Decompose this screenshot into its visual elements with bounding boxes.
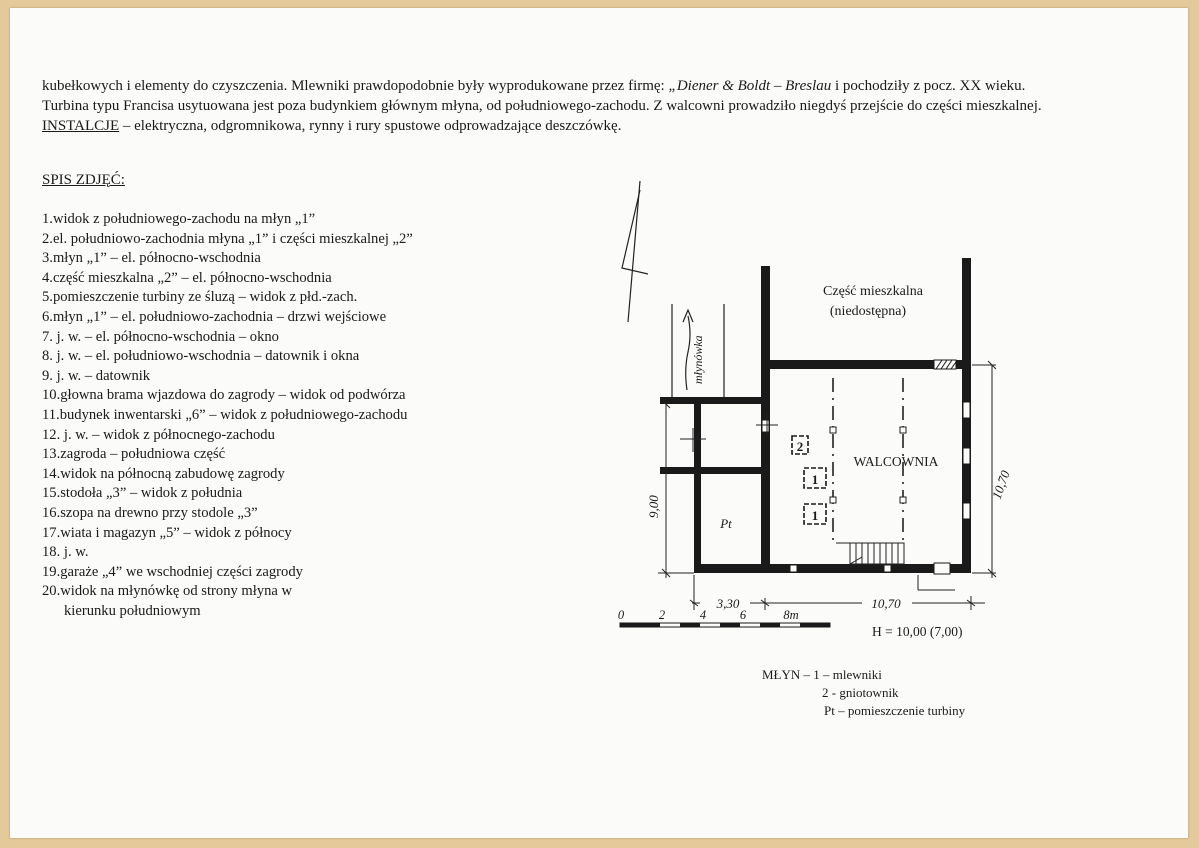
photo-list-item: 11.budynek inwentarski „6” – widok z południowego-zachodu bbox=[42, 406, 408, 423]
intro-line-3 bbox=[42, 116, 1162, 136]
millrace-label: młynówka bbox=[691, 335, 705, 384]
photo-list-item: 14.widok na północną zabudowę zagrody bbox=[42, 465, 285, 482]
installations-heading: INSTALCJE bbox=[42, 118, 120, 134]
turbine-room-label: Pt bbox=[720, 516, 732, 531]
floor-plan bbox=[600, 175, 1020, 655]
photo-list bbox=[42, 210, 413, 621]
photo-list-item: 3.młyn „1” – el. północno-wschodnia bbox=[42, 250, 261, 267]
photo-list-item: 20.widok na młynówkę od strony młyna w bbox=[42, 583, 293, 600]
photo-list-item: 2.el. południowo-zachodnia młyna „1” i części mieszkalnej „2” bbox=[42, 230, 413, 247]
manufacturer-name: „Diener & Boldt – Breslau bbox=[668, 78, 832, 94]
photo-list-title: SPIS ZDJĘĆ: bbox=[42, 172, 125, 188]
machine-1-label: 1 bbox=[811, 508, 819, 523]
dimension-height-right: 10,70 bbox=[988, 468, 1013, 502]
photo-list-item: 12. j. w. – widok z północnego-zachodu bbox=[42, 426, 275, 443]
photo-list-item: 8. j. w. – el. południowo-wschodnia – datownik i okna bbox=[42, 348, 360, 365]
photo-list-item: 19.garaże „4” we wschodniej części zagrody bbox=[42, 563, 303, 580]
photo-list-item-continuation: kierunku południowym bbox=[64, 602, 201, 619]
staircase bbox=[836, 543, 904, 564]
height-note: H = 10,00 (7,00) bbox=[872, 624, 963, 639]
scale-tick-label: 2 bbox=[658, 608, 666, 622]
scale-tick-label: 4 bbox=[699, 608, 707, 622]
machine-1-label: 1 bbox=[811, 472, 819, 487]
photo-list-item: 16.szopa na drewno przy stodole „3” bbox=[42, 504, 258, 521]
dimension-height-left: 9,00 bbox=[646, 495, 661, 518]
legend-line-1: MŁYN – 1 – mlewniki bbox=[762, 667, 882, 682]
photo-list-item: 15.stodoła „3” – widok z południa bbox=[42, 485, 243, 502]
installations-text: – elektryczna, odgromnikowa, rynny i rury spustowe odprowadzające deszczówkę. bbox=[119, 118, 622, 134]
plan-legend bbox=[762, 666, 965, 720]
intro-line-2: Turbina typu Francisa usytuowana jest poza budynkiem głównym młyna, od południowego-zachodu. Z walcowni prowadziło niegdyś przejście do części mieszkalnej. bbox=[42, 98, 1042, 114]
wall-openings bbox=[762, 402, 970, 574]
photo-list-item: 18. j. w. bbox=[42, 544, 89, 561]
building-walls bbox=[660, 258, 971, 573]
scale-tick-label: 6 bbox=[739, 608, 747, 622]
north-arrow-icon bbox=[622, 181, 648, 322]
machine-2-label: 2 bbox=[796, 439, 804, 454]
intro-text bbox=[42, 76, 1162, 136]
intro-line-1-end: i pochodziły z pocz. XX wieku. bbox=[831, 78, 1026, 94]
intro-line-1 bbox=[42, 76, 1162, 96]
scale-tick-label: 0 bbox=[617, 608, 625, 622]
photo-list-item: 10.głowna brama wjazdowa do zagrody – widok od podwórza bbox=[42, 387, 406, 404]
dimension-turbine-width: 3,30 bbox=[716, 596, 740, 611]
scale-bar bbox=[620, 623, 830, 627]
photo-list-item: 9. j. w. – datownik bbox=[42, 367, 151, 384]
photo-list-item: 6.młyn „1” – el. południowo-zachodnia – drzwi wejściowe bbox=[42, 308, 387, 325]
door-hatching bbox=[934, 360, 956, 369]
legend-line-2: 2 - gniotownik bbox=[822, 685, 899, 700]
photo-list-item: 4.część mieszkalna „2” – el. północno-wschodnia bbox=[42, 269, 332, 286]
scale-tick-label: 8m bbox=[783, 608, 799, 622]
photo-list-item: 5.pomieszczenie turbiny ze śluzą – widok z płd.-zach. bbox=[42, 289, 358, 306]
photo-list-item: 7. j. w. – el. północno-wschodnia – okno bbox=[42, 328, 279, 345]
photo-list-item: 1.widok z południowego-zachodu na młyn „1” bbox=[42, 211, 316, 227]
photo-list-item: 17.wiata i magazyn „5” – widok z północy bbox=[42, 524, 292, 541]
intro-line-1-text: kubełkowych i elementy do czyszczenia. Mlewniki prawdopodobnie były wyprodukowane przez firmę: bbox=[42, 78, 669, 94]
dimension-total-width: 10,70 bbox=[871, 596, 901, 611]
legend-line-3: Pt – pomieszczenie turbiny bbox=[824, 703, 966, 718]
photo-list-item: 13.zagroda – południowa część bbox=[42, 446, 226, 463]
residential-note: (niedostępna) bbox=[829, 304, 907, 319]
rolling-mill-label: WALCOWNIA bbox=[853, 454, 939, 469]
residential-label: Część mieszkalna bbox=[823, 284, 923, 299]
